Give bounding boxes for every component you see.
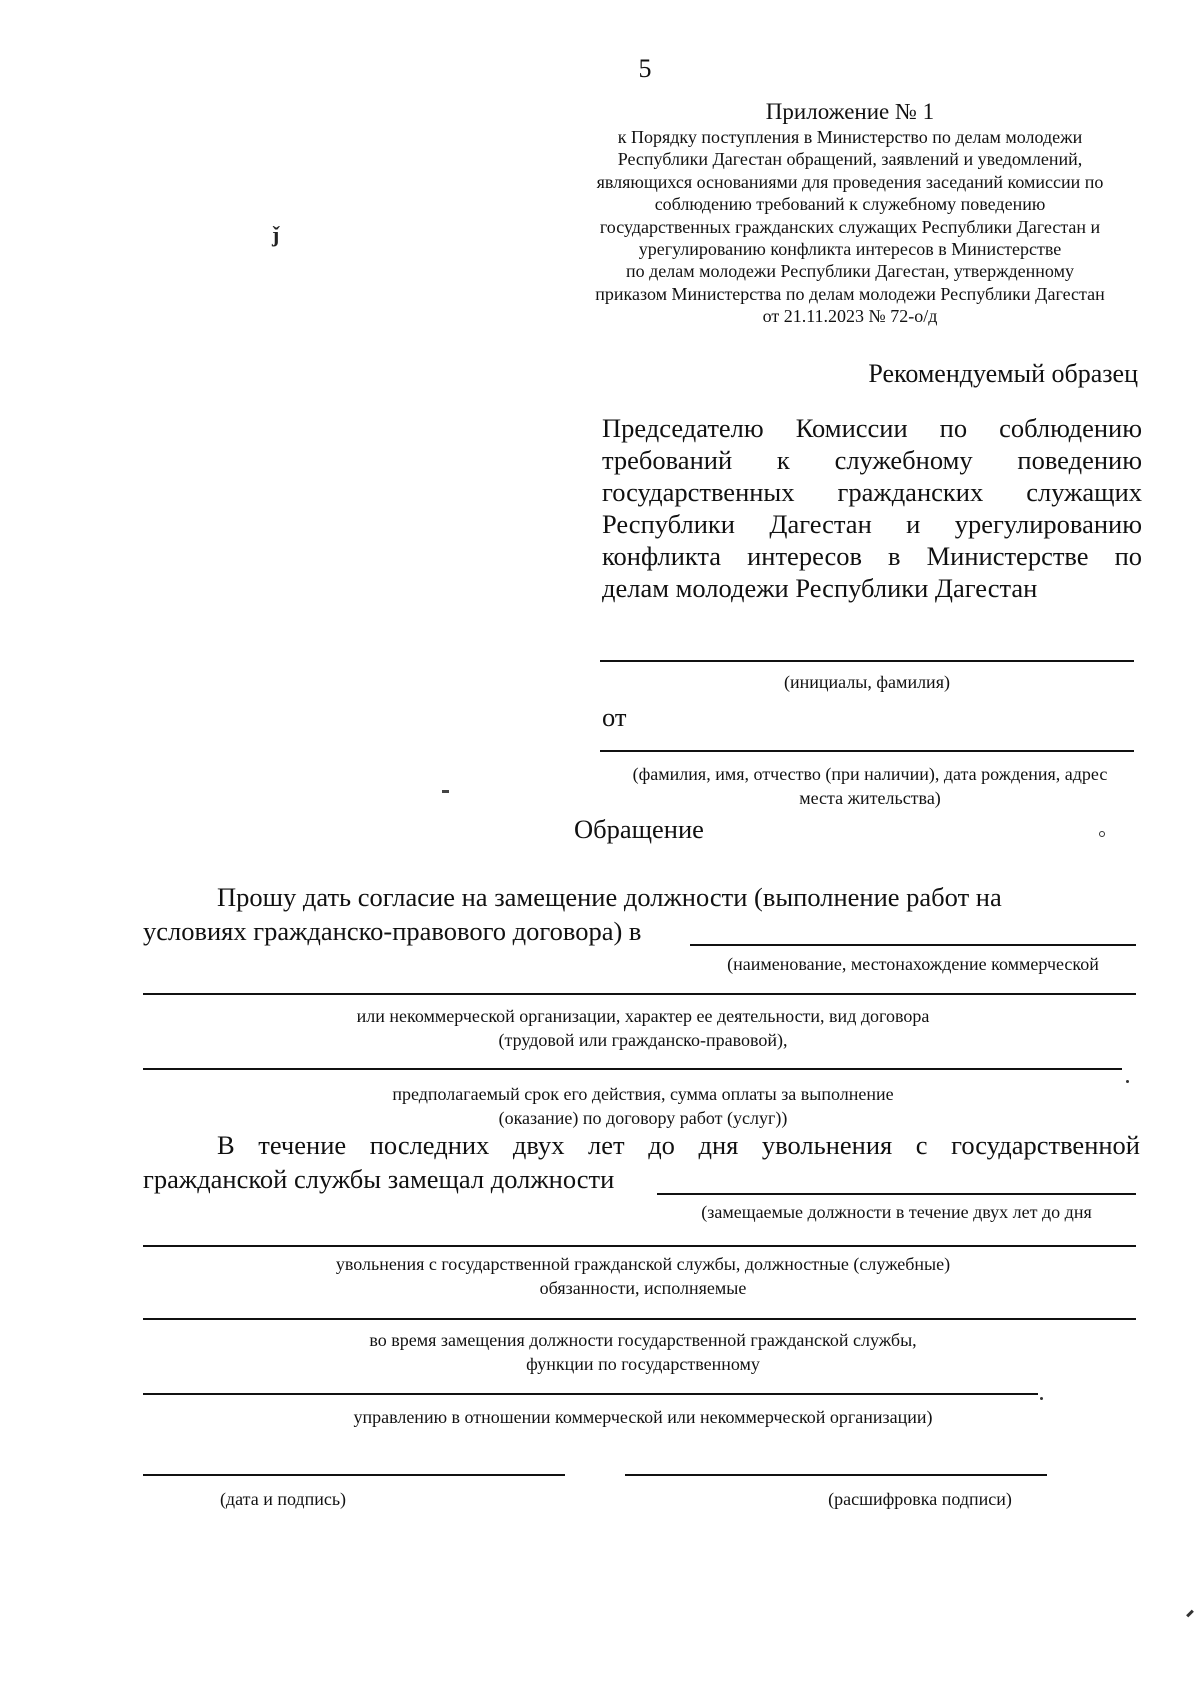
positions-caption-2: увольнения с государственной гражданской службы, должностные (служебные) [335, 1254, 951, 1274]
positions-caption-3: обязанности, исполняемые [539, 1278, 747, 1298]
paragraph2-line2: гражданской службы замещал должности [143, 1164, 615, 1194]
organization-caption: (наименование, местонахождение коммерческой [727, 954, 1099, 974]
appendix-line: являющихся основаниями для проведения заседаний комиссии по [596, 171, 1104, 192]
appendix-header [560, 98, 1140, 328]
organization-fill-line-2[interactable] [143, 993, 1136, 995]
duties-fill-line[interactable] [143, 1318, 1136, 1320]
addressee-block [602, 412, 1142, 604]
scan-speck [1186, 1610, 1194, 1618]
appendix-line: по делам молодежи Республики Дагестан, утвержденному [626, 261, 1074, 282]
contract-caption-2: (оказание) по договору работ (услуг)) [498, 1108, 788, 1128]
appendix-line: приказом Министерства по делам молодежи Республики Дагестан [595, 283, 1105, 304]
positions-caption: (замещаемые должности в течение двух лет до дня [701, 1202, 1092, 1222]
appendix-line: к Порядку поступления в Министерство по делам молодежи [617, 127, 1083, 147]
appendix-line: урегулированию конфликта интересов в Министерстве [638, 239, 1062, 260]
addressee-line: делам молодежи Республики Дагестан [602, 573, 1038, 603]
organization-caption-2: или некоммерческой организации, характер ее деятельности, вид договора [356, 1006, 930, 1026]
initials-fill-line[interactable] [600, 660, 1134, 662]
addressee-line: требований к служебному поведению [602, 445, 1142, 475]
scan-speck [442, 790, 449, 793]
initials-caption: (инициалы, фамилия) [784, 672, 950, 692]
addressee-line: Республики Дагестан и урегулированию [602, 509, 1142, 539]
appendix-line: Республики Дагестан обращений, заявлений и уведомлений, [617, 149, 1083, 170]
duties-caption: во время замещения должности государственной гражданской службы, [369, 1330, 917, 1350]
sample-label: Рекомендуемый образец [868, 359, 1138, 388]
sender-caption: места жительства) [799, 788, 941, 808]
date-signature-fill-line[interactable] [143, 1474, 565, 1476]
addressee-line: Председателю Комиссии по соблюдению [602, 413, 1142, 443]
scan-mark: ǰ [272, 222, 280, 247]
paragraph1-line1: Прошу дать согласие на замещение должности (выполнение работ на [217, 882, 1002, 912]
positions-fill-line[interactable] [657, 1193, 1136, 1195]
sender-caption: (фамилия, имя, отчество (при наличии), дата рождения, адрес [632, 764, 1108, 784]
functions-fill-line[interactable] [143, 1393, 1038, 1395]
paragraph2-line1: В течение последних двух лет до дня увольнения с государственной [217, 1130, 1140, 1160]
scan-speck [1099, 831, 1105, 837]
scan-speck [1126, 1080, 1129, 1083]
sender-fill-line[interactable] [600, 750, 1134, 752]
page-number: 5 [638, 54, 652, 83]
date-signature-caption: (дата и подпись) [219, 1489, 347, 1509]
signature-decode-caption: (расшифровка подписи) [828, 1489, 1012, 1509]
organization-fill-line[interactable] [690, 944, 1136, 946]
contract-caption: предполагаемый срок его действия, сумма оплаты за выполнение [392, 1084, 894, 1104]
functions-caption: управлению в отношении коммерческой или некоммерческой организации) [353, 1407, 933, 1427]
appendix-line: государственных гражданских служащих Республики Дагестан и [599, 216, 1101, 237]
scan-speck [1040, 1397, 1043, 1400]
signature-decode-fill-line[interactable] [625, 1474, 1047, 1476]
addressee-line: конфликта интересов в Министерстве по [602, 541, 1142, 571]
from-label: от [602, 702, 627, 732]
document-title: Обращение [574, 814, 704, 844]
duties-caption-2: функции по государственному [526, 1354, 760, 1374]
appendix-line: соблюдению требований к служебному поведению [654, 194, 1046, 215]
positions-fill-line-2[interactable] [143, 1245, 1136, 1247]
addressee-line: государственных гражданских служащих [602, 477, 1142, 507]
organization-caption-3: (трудовой или гражданско-правовой), [498, 1030, 788, 1050]
appendix-line: от 21.11.2023 № 72-о/д [762, 306, 938, 327]
contract-fill-line[interactable] [143, 1068, 1122, 1070]
appendix-title: Приложение № 1 [765, 99, 935, 124]
paragraph1-line2: условиях гражданско-правового договора) в [143, 916, 642, 946]
